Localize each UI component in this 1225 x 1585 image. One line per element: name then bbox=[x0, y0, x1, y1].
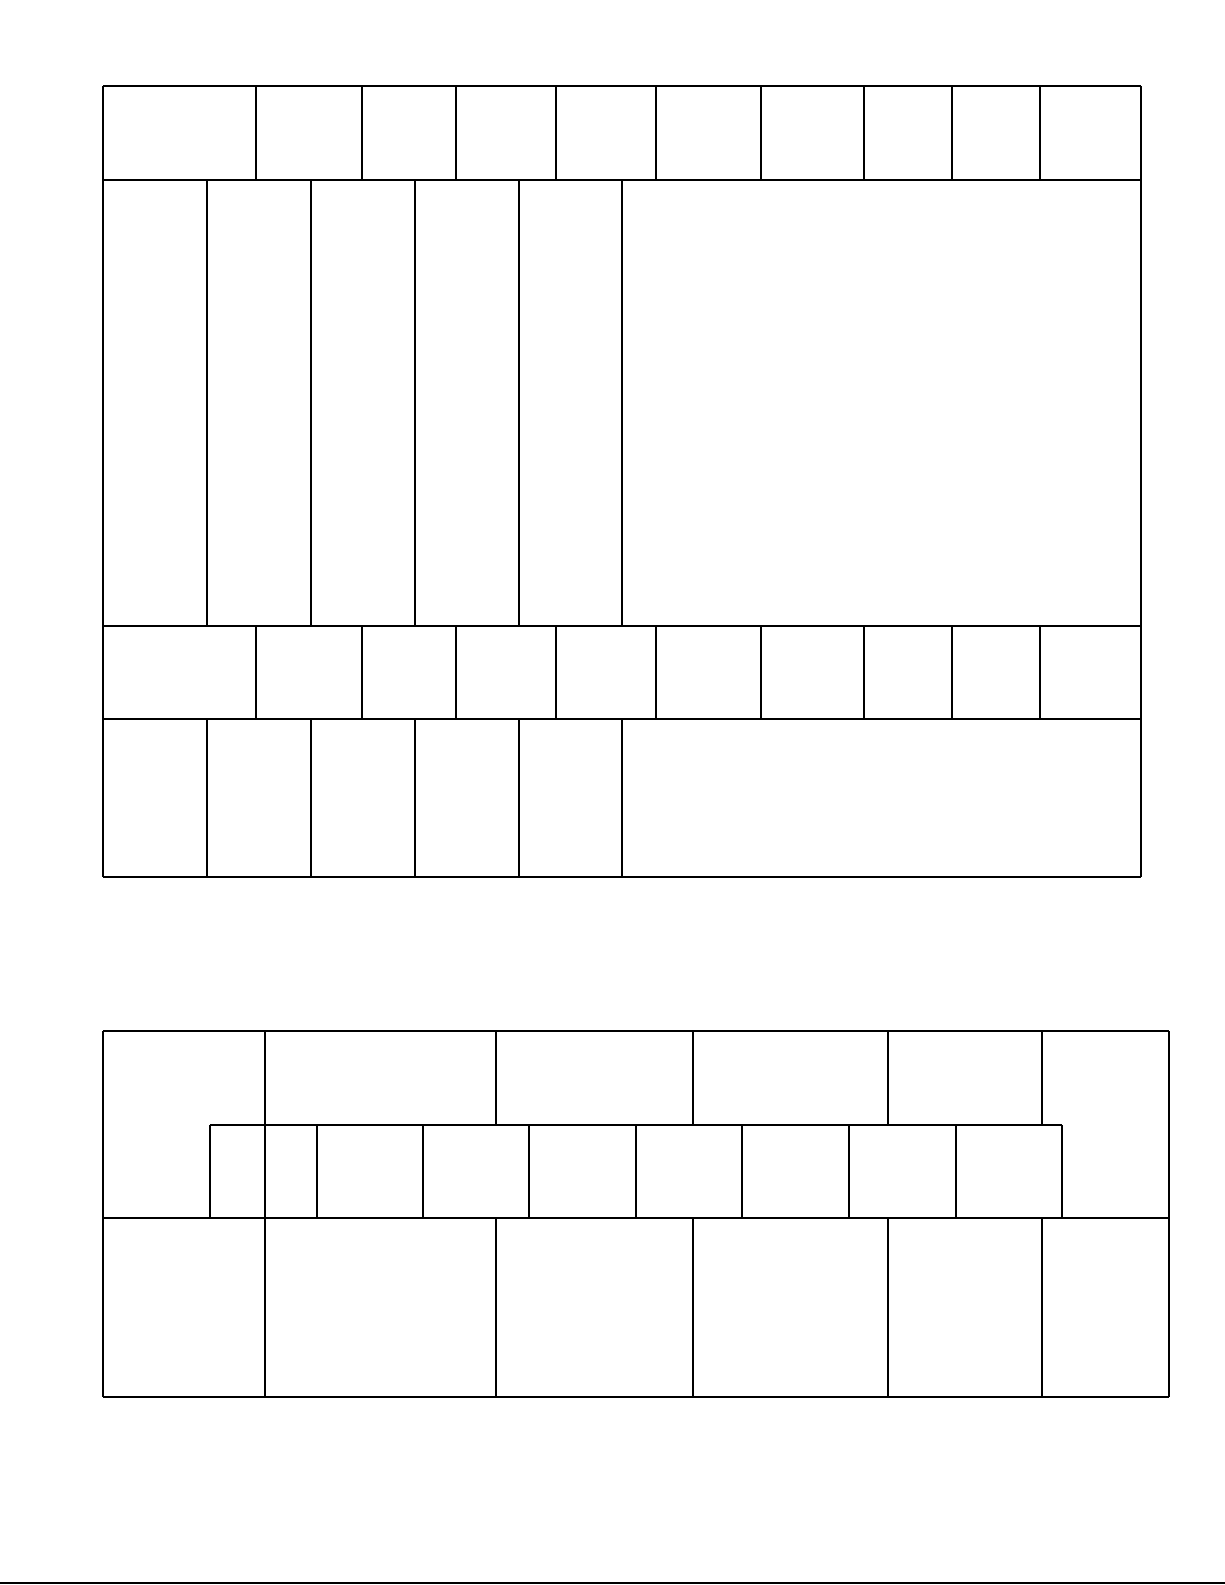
page-bottom-rule bbox=[0, 1582, 1225, 1584]
